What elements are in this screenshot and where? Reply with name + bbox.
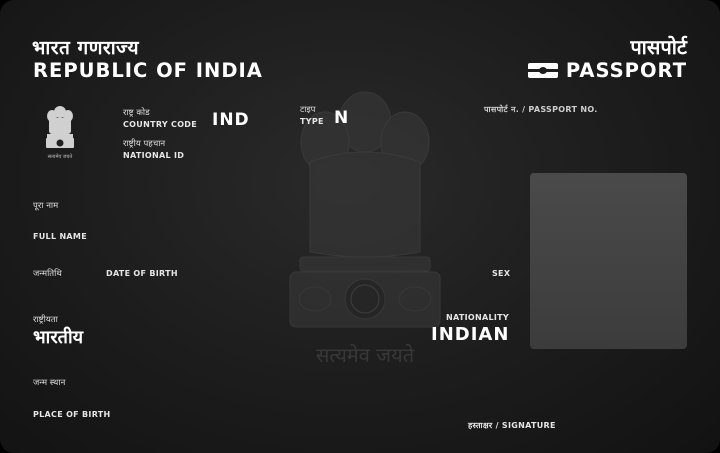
national-id-label: NATIONAL ID: [123, 151, 185, 160]
nationality-value-hindi: भारतीय: [33, 327, 84, 348]
type-value: N: [334, 108, 350, 128]
nationality-value: INDIAN: [431, 324, 510, 345]
passport-title: PASSPORT: [565, 59, 687, 82]
type-hindi: टाइप: [300, 105, 316, 115]
country-code-label: COUNTRY CODE: [123, 120, 197, 129]
nationality-label: NATIONALITY: [446, 313, 510, 322]
full-name-hindi: पूरा नाम: [33, 201, 59, 211]
photo-placeholder: [530, 173, 687, 349]
pob-label: PLACE OF BIRTH: [33, 410, 111, 419]
emblem-motto: सत्यमेव जयते: [315, 343, 415, 367]
country-name-english: REPUBLIC OF INDIA: [33, 59, 263, 82]
document-type-english: [528, 59, 687, 82]
signature-label: हस्ताक्षर / SIGNATURE: [468, 421, 556, 430]
dob-label: DATE OF BIRTH: [106, 269, 178, 278]
national-id-hindi: राष्ट्रीय पहचान: [123, 139, 166, 149]
chip-icon: [528, 63, 558, 78]
country-name-hindi: भारत गणराज्य: [32, 37, 140, 59]
passport-no-label: पासपोर्ट न. / PASSPORT NO.: [484, 105, 598, 114]
type-label: TYPE: [300, 117, 324, 126]
full-name-label: FULL NAME: [33, 232, 87, 241]
sex-label: SEX: [492, 269, 511, 278]
nationality-hindi: राष्ट्रीयता: [33, 315, 58, 325]
emblem-small-motto: सत्यमेव जयते: [47, 154, 73, 160]
dob-hindi: जन्मतिथि: [33, 269, 62, 279]
pob-hindi: जन्म स्थान: [33, 378, 66, 388]
document-type-hindi: पासपोर्ट: [630, 35, 687, 59]
country-code-hindi: राष्ट्र कोड: [123, 108, 150, 118]
emblem-small-icon: [42, 104, 78, 162]
country-code-value: IND: [212, 110, 250, 130]
